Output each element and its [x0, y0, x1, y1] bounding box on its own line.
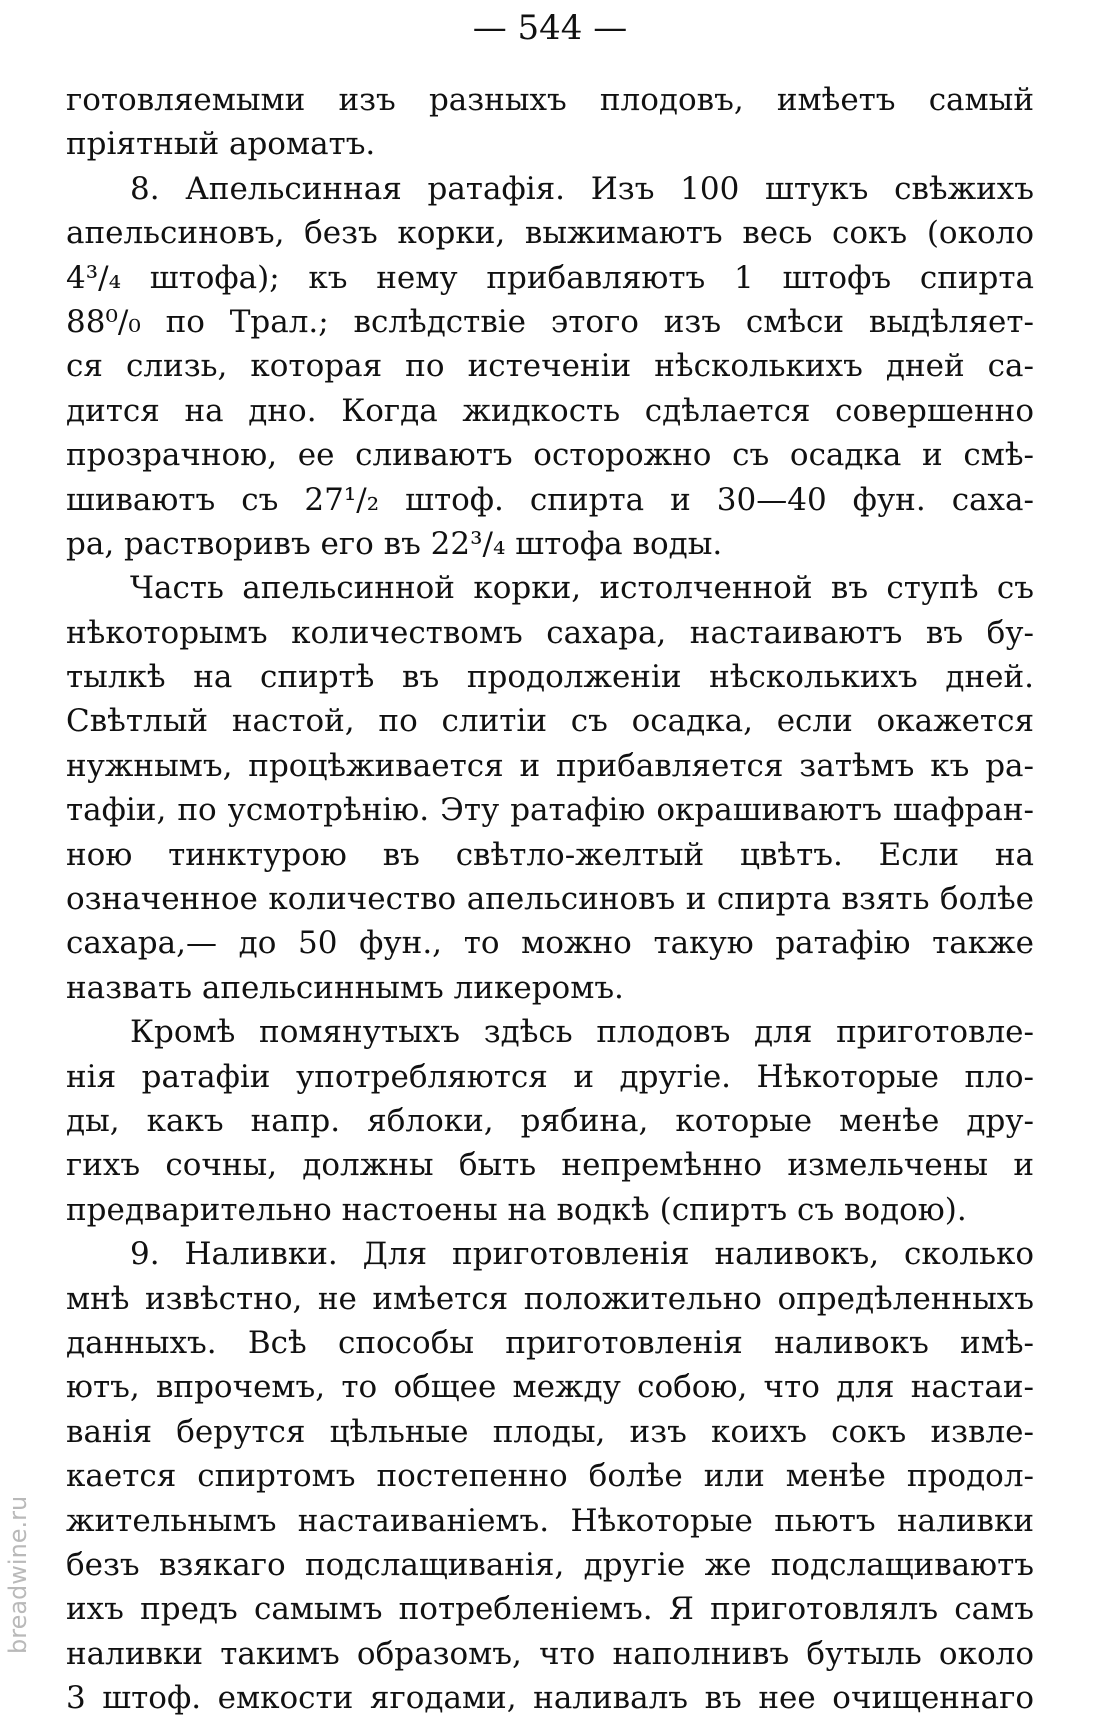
- text-line: тылкѣ на спиртѣ въ продолженіи нѣсколькихъ дней.: [66, 659, 1034, 696]
- text-line: ванія берутся цѣльные плоды, изъ коихъ сокъ извле-: [66, 1413, 1034, 1450]
- text-line: пріятный ароматъ.: [66, 126, 376, 163]
- text-line: апельсиновъ, безъ корки, выжимаютъ весь сокъ (около: [66, 215, 1034, 252]
- text-line: сахара,— до 50 фун., то можно такую ратафію также: [66, 925, 1034, 962]
- text-line: ды, какъ напр. яблоки, рябина, которые менѣе дру-: [66, 1102, 1034, 1139]
- text-line: назвать апельсиннымъ ликеромъ.: [66, 969, 624, 1006]
- watermark: breadwine.ru: [4, 1495, 32, 1655]
- text-line: прозрачною, ее сливаютъ осторожно съ осадка и смѣ-: [66, 437, 1034, 474]
- text-line: предварительно настоены на водкѣ (спиртъ съ водою).: [66, 1191, 967, 1228]
- text-line: кается спиртомъ постепенно болѣе или менѣе продол-: [66, 1458, 1034, 1495]
- text-line: 3 штоф. емкости ягодами, наливалъ въ нее очищеннаго: [66, 1680, 1034, 1717]
- text-line: данныхъ. Всѣ способы приготовленія наливокъ имѣ-: [66, 1324, 1034, 1361]
- text-line: нѣкоторымъ количествомъ сахара, настаиваютъ въ бу-: [66, 614, 1034, 651]
- text-line: ся слизь, которая по истеченіи нѣсколькихъ дней са-: [66, 348, 1034, 385]
- text-line: 9. Наливки. Для приготовленія наливокъ, сколько: [130, 1236, 1034, 1273]
- text-line: гихъ сочны, должны быть непремѣнно измельчены и: [66, 1147, 1034, 1184]
- text-line: безъ взякаго подслащиванія, другіе же подслащиваютъ: [66, 1546, 1034, 1583]
- text-line: жительнымъ настаиваніемъ. Нѣкоторые пьютъ наливки: [66, 1502, 1034, 1539]
- text-line: означенное количество апельсиновъ и спирта взять болѣе: [66, 881, 1034, 918]
- text-line: ютъ, впрочемъ, то общее между собою, что для настаи-: [66, 1369, 1034, 1406]
- text-line: дится на дно. Когда жидкость сдѣлается совершенно: [66, 392, 1034, 429]
- page-number: — 544 —: [472, 8, 628, 48]
- text-line: 88⁰/₀ по Трал.; вслѣдствіе этого изъ смѣси выдѣляет-: [66, 303, 1034, 340]
- text-line: Часть апельсинной корки, истолченной въ ступѣ съ: [130, 570, 1034, 607]
- text-line: ра, растворивъ его въ 22³/₄ штофа воды.: [66, 525, 723, 562]
- text-line: мнѣ извѣстно, не имѣется положительно опредѣленныхъ: [66, 1280, 1034, 1317]
- text-line: тафіи, по усмотрѣнію. Эту ратафію окрашиваютъ шафран-: [66, 792, 1034, 829]
- body-text: [66, 78, 1034, 1720]
- text-line: нія ратафіи употребляются и другіе. Нѣкоторые пло-: [66, 1058, 1034, 1095]
- text-line: наливки такимъ образомъ, что наполнивъ бутыль около: [66, 1635, 1034, 1672]
- text-line: 8. Апельсинная ратафія. Изъ 100 штукъ свѣжихъ: [130, 170, 1034, 207]
- text-line: шиваютъ съ 27¹/₂ штоф. спирта и 30—40 фун. саха-: [66, 481, 1034, 518]
- text-line: Кромѣ помянутыхъ здѣсь плодовъ для приготовле-: [130, 1014, 1034, 1051]
- text-line: 4³/₄ штофа); къ нему прибавляютъ 1 штофъ спирта: [66, 259, 1034, 296]
- text-line: ною тинктурою въ свѣтло-желтый цвѣтъ. Если на: [66, 836, 1034, 873]
- text-line: готовляемыми изъ разныхъ плодовъ, имѣетъ самый: [66, 82, 1034, 118]
- text-line: ихъ предъ самымъ потребленіемъ. Я приготовлялъ самъ: [66, 1591, 1034, 1628]
- text-line: Свѣтлый настой, по слитіи съ осадка, если окажется: [66, 703, 1034, 740]
- text-line: нужнымъ, процѣживается и прибавляется затѣмъ къ ра-: [66, 747, 1034, 784]
